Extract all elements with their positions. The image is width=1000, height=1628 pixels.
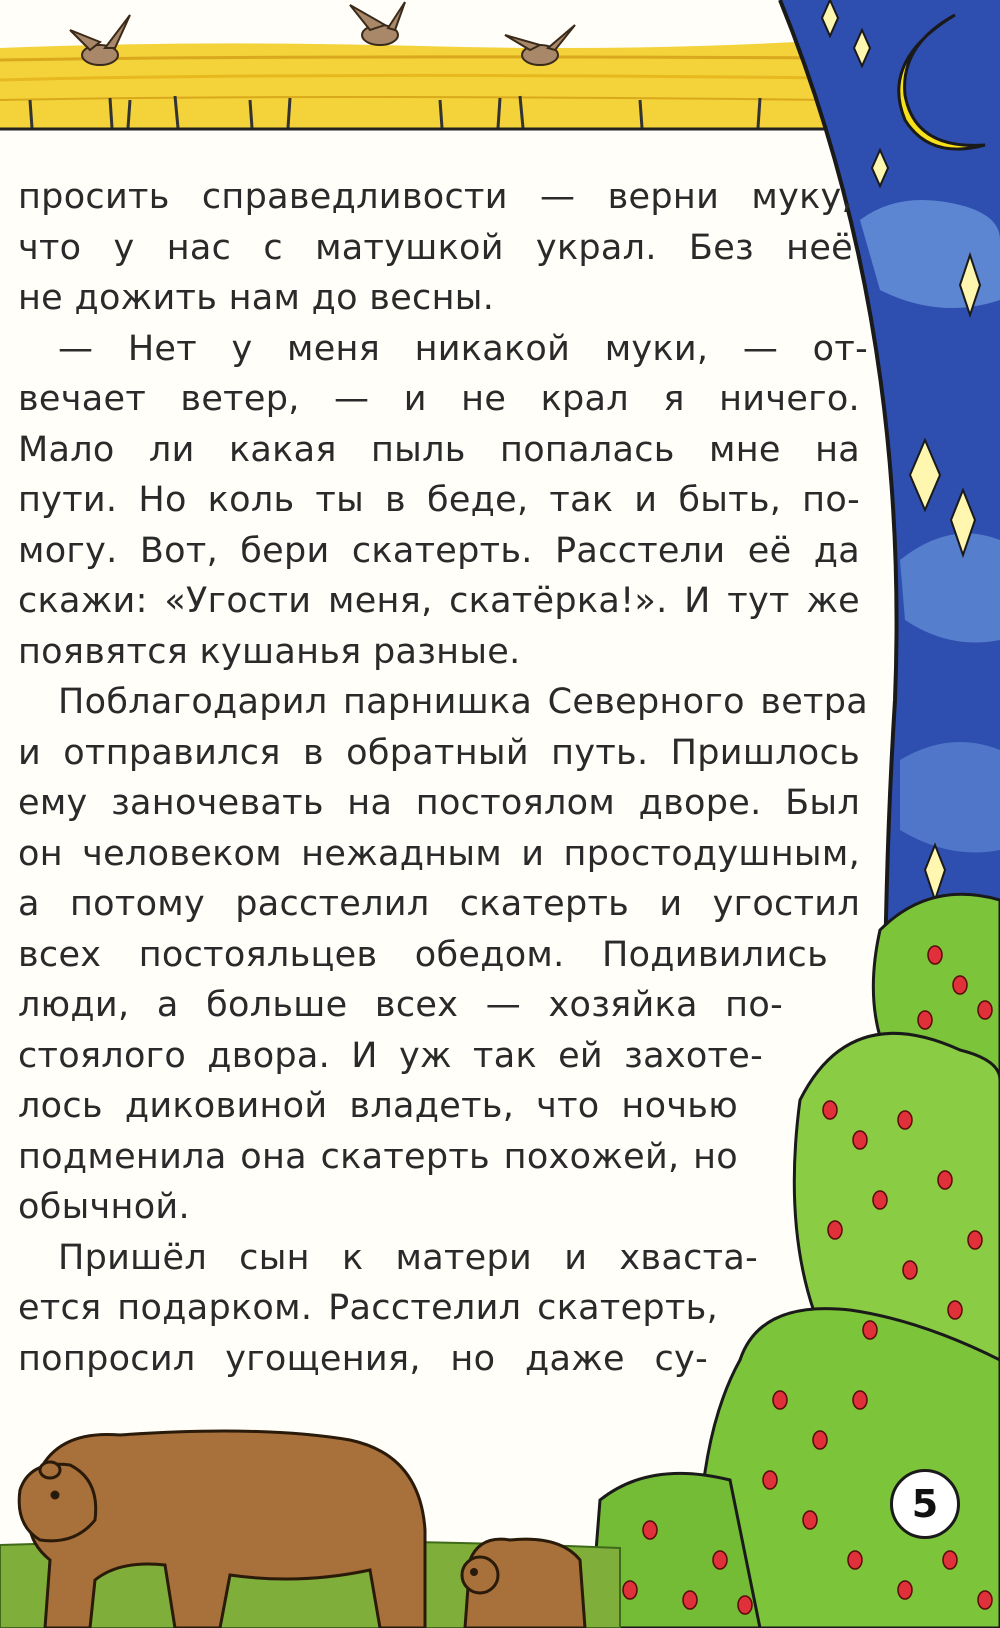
text-line: всех постояльцев обедом. Подивились (18, 934, 828, 975)
text-line: Поблагодарил парнишка Северного ветра (58, 682, 868, 722)
text-line: появятся кушанья разные. (18, 631, 521, 672)
text-line: он человеком нежадным и простодушным, (18, 833, 860, 874)
text-line: лось диковиной владеть, что ночью (18, 1086, 738, 1126)
text-line: могу. Вот, бери скатерть. Расстели её да (18, 530, 860, 571)
text-line: ему заночевать на постоялом дворе. Был (18, 783, 860, 823)
text-line: пути. Но коль ты в беде, так и быть, по- (18, 480, 860, 520)
text-line: люди, а больше всех — хозяйка по- (18, 985, 783, 1025)
text-line: просить справедливости — верни муку, (18, 177, 853, 217)
story-text (18, 172, 868, 1384)
text-line: вечает ветер, — и не крал я ничего. (18, 379, 860, 419)
text-line: Мало ли какая пыль попалась мне на (18, 429, 860, 470)
text-line: обычной. (18, 1187, 190, 1227)
page-number: 5 (890, 1469, 960, 1539)
text-line: Пришёл сын к матери и хваста- (58, 1237, 758, 1278)
text-line: попросил угощения, но даже су- (18, 1338, 708, 1379)
text-line: и отправился в обратный путь. Пришлось (18, 732, 860, 773)
text-line: стоялого двора. И уж так ей захоте- (18, 1035, 763, 1076)
text-line: подменила она скатерть похожей, но (18, 1136, 738, 1177)
text-line: скажи: «Угости меня, скатёрка!». И тут же (18, 581, 860, 621)
text-line: — Нет у меня никакой муки, — от- (58, 328, 868, 369)
text-line: не дожить нам до весны. (18, 278, 495, 318)
text-line: ется подарком. Расстелил скатерть, (18, 1288, 718, 1328)
text-line: что у нас с матушкой украл. Без неё (18, 227, 853, 268)
text-line: а потому расстелил скатерть и угостил (18, 884, 860, 924)
bear-cub-illustration (462, 1539, 585, 1628)
